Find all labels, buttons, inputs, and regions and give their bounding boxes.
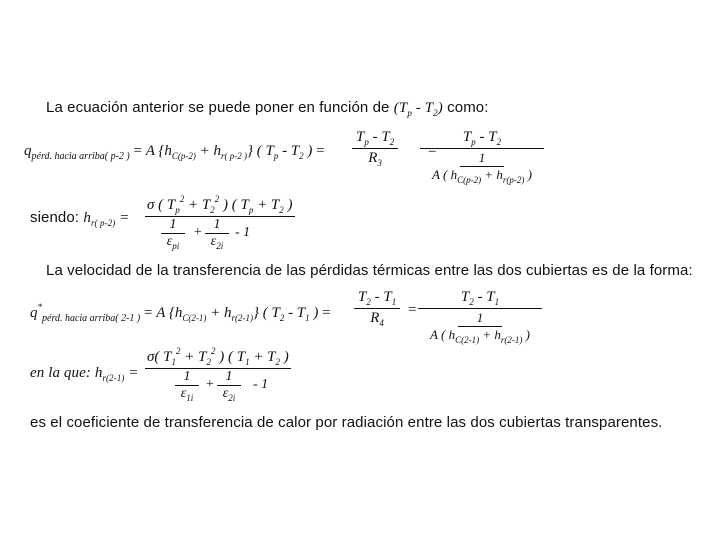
equation-1-lhs: $q_{pérd. hacia arriba( p-2 )} = A$ $\{h_{C(p-2)} + h_{r( p-2 )}\}$ ( $T_p - T_2$ ) = — [24, 143, 325, 162]
equation-2-fraction: σ ( $T_p^2 + T_2^2$ ) ( $T_p + T_2$ ) 1 $\varepsilon_{pi}$ + 1 $\varepsilon_{2i}$ - 1 — [147, 194, 293, 251]
equation-3-fraction-resistance: $T_2 - T_1$ 1 A ( $h_{C(2-1)} + h_{r(2-1)}$ ) — [418, 289, 542, 345]
equation-2-lhs: siendo: $h_{r( p-2)}$ = — [30, 209, 130, 228]
heat-loss-sentence: La velocidad de la transferencia de las pérdidas térmicas entre las dos cubiertas es de la forma: — [46, 262, 693, 279]
equation-3-fraction-r4: $\frac{T_2 - T_1}{R_4}$ — [354, 289, 400, 328]
intro-term: $(T_p - T_2)$ — [393, 100, 443, 118]
equation-3-equals: = — [408, 302, 417, 318]
equation-3-lhs: $q^*_{pérd. hacia arriba( 2-1 )} = A$ $\{h_{C(2-1)} + h_{r(2-1)}\}$ ( $T_2 - T_1$ ) = — [30, 302, 331, 324]
intro-sentence — [46, 99, 489, 118]
equation-4-lhs: en la que: $h_{r(2-1)}$ = — [30, 365, 139, 383]
equation-1-equals: = — [428, 143, 437, 159]
equation-1-fraction-r3: $\frac{T_p - T_2}{R_3}$ — [352, 129, 398, 168]
intro-suffix: como: — [447, 99, 489, 116]
equation-1-fraction-resistance: $T_p - T_2$ 1 A ( $h_{C(p-2)} + h_{r(p-2)}$ ) — [420, 129, 544, 185]
equation-4-fraction: σ( $T_1^2 + T_2^2$ ) ( $T_1 + T_2$ ) 1 $\varepsilon_{1i}$ + 1 $\varepsilon_{2i}$ - 1 — [147, 346, 289, 403]
radiation-coefficient-sentence: es el coeficiente de transferencia de calor por radiación entre las dos cubiertas transparentes. — [30, 414, 663, 431]
intro-text: La ecuación anterior se puede poner en función de — [46, 99, 390, 116]
